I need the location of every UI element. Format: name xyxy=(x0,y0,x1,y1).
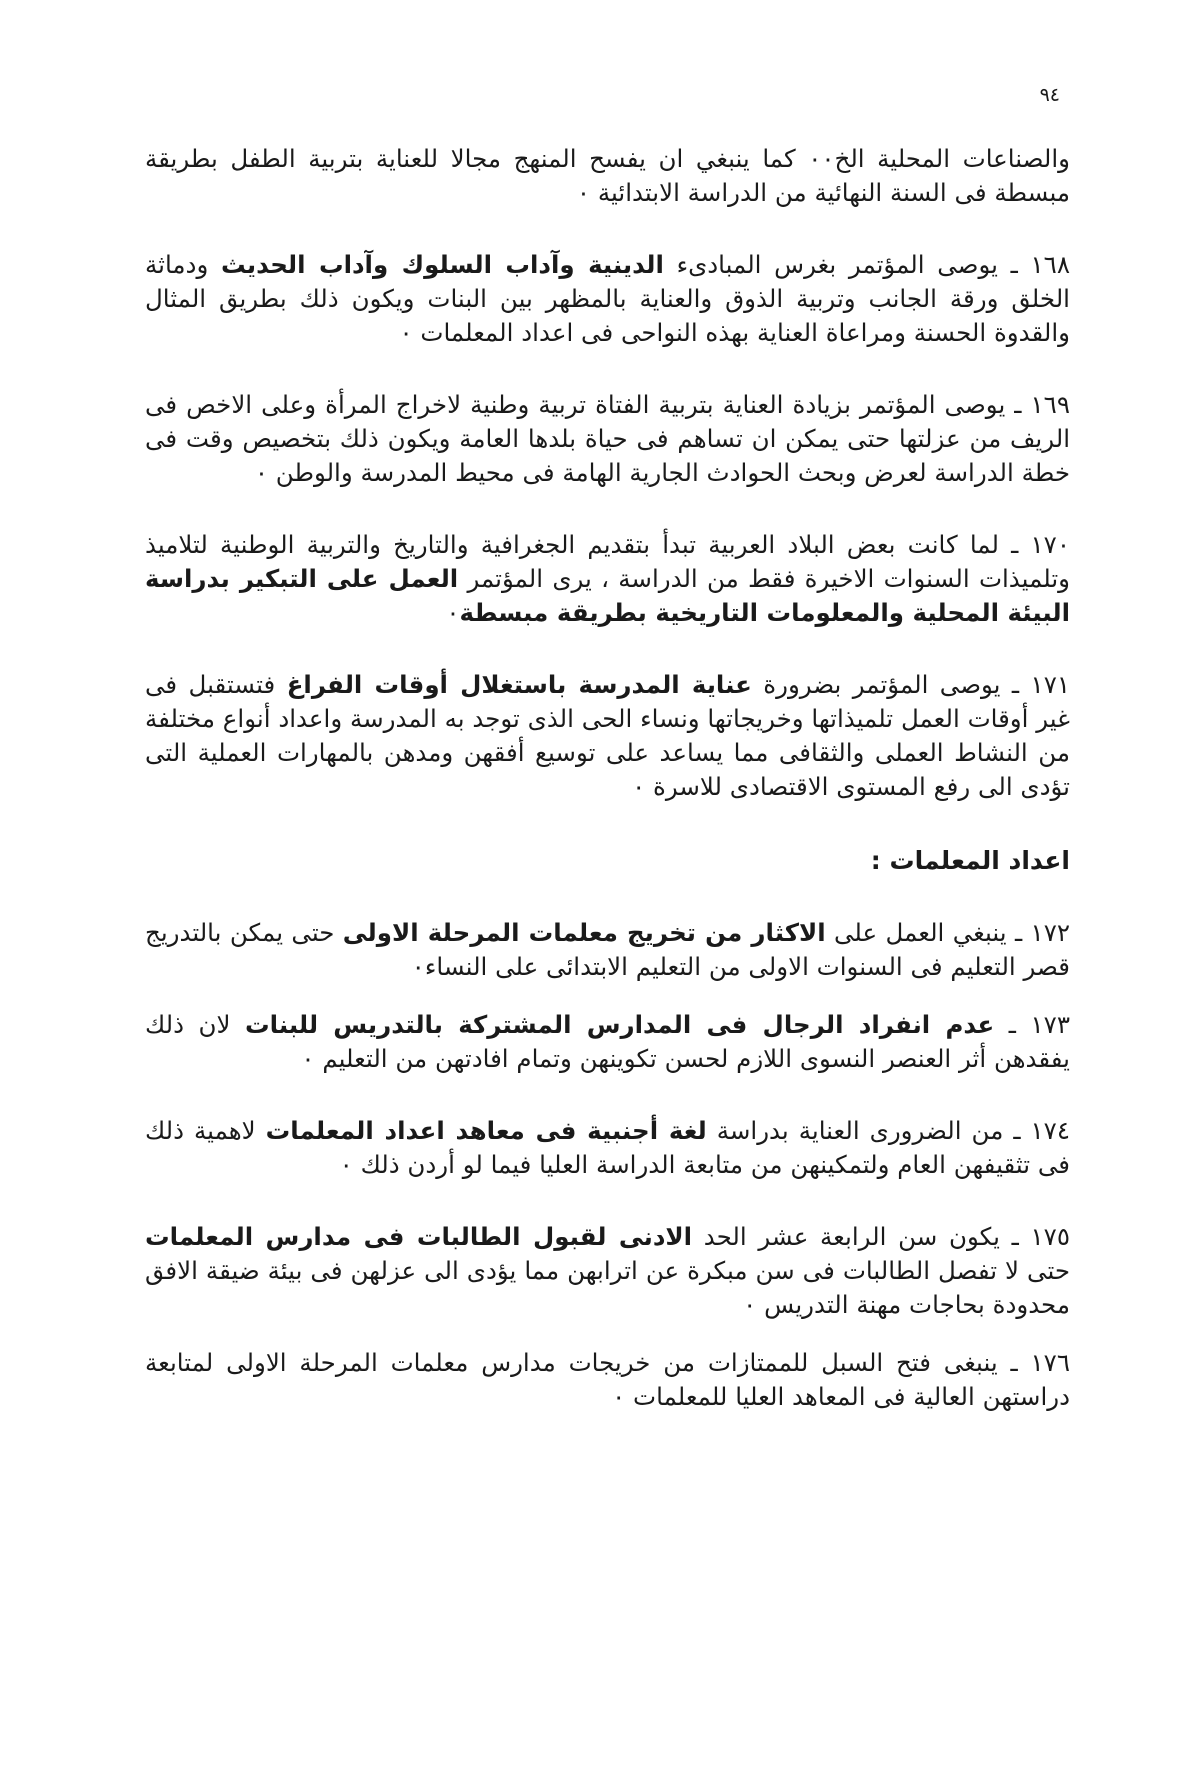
paragraph-number: ١٧٠ xyxy=(1030,530,1070,559)
emphasis-text: الادنى لقبول الطالبات فى مدارس المعلمات xyxy=(145,1222,693,1251)
paragraph-169 xyxy=(145,388,1070,490)
emphasis-text: العمل على التبكير بدراسة البيئة المحلية والمعلومات التاريخية بطريقة مبسطة xyxy=(145,564,1070,627)
emphasis-text: الدينية وآداب السلوك وآداب الحديث xyxy=(220,250,664,279)
paragraph-174 xyxy=(145,1114,1070,1182)
page-number: ٩٤ xyxy=(1039,84,1060,106)
paragraph-text: ـ يوصى المؤتمر بضرورة xyxy=(751,670,1031,699)
paragraph-number: ١٦٩ xyxy=(1030,390,1070,419)
paragraph-171 xyxy=(145,668,1070,804)
paragraph-number: ١٧٣ xyxy=(1030,1010,1070,1039)
intro-paragraph: والصناعات المحلية الخ٠٠ كما ينبغي ان يفسح المنهج مجالا للعناية بتربية الطفل بطريقة مبسطة فى السنة النهائية من الدراسة الابتدائية ٠ xyxy=(145,144,1070,207)
paragraph-text: ـ من الضرورى العناية بدراسة xyxy=(706,1116,1031,1145)
paragraph-text: ودماثة الخلق ورقة الجانب وتربية الذوق والعناية بالمظهر بين البنات ويكون ذلك بطريق المثال والقدوة الحسنة ومراعاة العناية بهذه النواحى فى اعداد المعلمات ٠ xyxy=(145,250,1070,347)
paragraph-text: ـ لما كانت بعض البلاد العربية تبدأ بتقديم الجغرافية والتاريخ والتربية الوطنية لتلاميذ وتلميذات السنوات الاخيرة فقط من الدراسة ، يرى المؤتمر xyxy=(145,530,1070,593)
paragraph-168 xyxy=(145,248,1070,350)
emphasis-text: الاكثار من تخريج معلمات المرحلة الاولى xyxy=(342,918,826,947)
emphasis-text: لغة أجنبية فى معاهد اعداد المعلمات xyxy=(265,1116,707,1145)
paragraph-text: ـ يكون سن الرابعة عشر الحد xyxy=(692,1222,1031,1251)
paragraph-175 xyxy=(145,1220,1070,1322)
paragraph-172 xyxy=(145,916,1070,984)
paragraph-number: ١٧٤ xyxy=(1030,1116,1070,1145)
paragraph-text: حتى يمكن بالتدريج قصر التعليم فى السنوات الاولى من التعليم الابتدائى على النساء٠ xyxy=(145,918,1070,981)
paragraph-176 xyxy=(145,1346,1070,1414)
emphasis-text: عدم انفراد الرجال فى المدارس المشتركة بالتدريس للبنات xyxy=(245,1010,995,1039)
paragraph-number: ١٧٥ xyxy=(1030,1222,1070,1251)
paragraph-text: لاهمية ذلك فى تثقيفهن العام ولتمكينهن من متابعة الدراسة العليا فيما لو أردن ذلك ٠ xyxy=(145,1116,1070,1179)
paragraph-text: ـ ينبغي العمل على xyxy=(825,918,1031,947)
page-content xyxy=(145,142,1070,1414)
paragraph-text: لان ذلك يفقدهن أثر العنصر النسوى اللازم لحسن تكوينهن وتمام افادتهن من التعليم ٠ xyxy=(145,1010,1070,1073)
paragraph-text: ٠ xyxy=(446,598,460,627)
paragraph-number: ١٦٨ xyxy=(1030,250,1070,279)
paragraph-number: ١٧٦ xyxy=(1030,1348,1070,1377)
section-heading: اعداد المعلمات : xyxy=(870,846,1070,875)
paragraph-170 xyxy=(145,528,1070,630)
paragraph-text: ـ xyxy=(994,1010,1031,1039)
paragraph-text: ـ ينبغى فتح السبل للممتازات من خريجات مدارس معلمات المرحلة الاولى لمتابعة دراستهن العالية فى المعاهد العليا للمعلمات ٠ xyxy=(145,1348,1070,1411)
emphasis-text: عناية المدرسة باستغلال أوقات الفراغ xyxy=(286,670,752,699)
paragraph-text: فتستقبل فى غير أوقات العمل تلميذاتها وخريجاتها ونساء الحى الذى توجد به المدرسة واعداد أنواع مختلفة من النشاط العملى والثقافى مما يساعد على توسيع أفقهن ومدهن بالمهارات العملية التى تؤدى الى رفع المستوى الاقتصادى للاسرة ٠ xyxy=(145,670,1070,801)
paragraph-173 xyxy=(145,1008,1070,1076)
paragraph-number: ١٧١ xyxy=(1030,670,1071,699)
paragraph-text: حتى لا تفصل الطالبات فى سن مبكرة عن اترابهن مما يؤدى الى عزلهن فى بيئة ضيقة الافق محدودة بحاجات مهنة التدريس ٠ xyxy=(145,1256,1070,1319)
paragraph-text: ـ يوصى المؤتمر بزيادة العناية بتربية الفتاة تربية وطنية لاخراج المرأة وعلى الاخص فى الريف من عزلتها حتى يمكن ان تساهم فى حياة بلدها العامة ويكون ذلك بتخصيص وقت فى خطة الدراسة لعرض وبحث الحوادث الجارية الهامة فى محيط المدرسة والوطن ٠ xyxy=(145,390,1070,487)
paragraph-number: ١٧٢ xyxy=(1030,918,1071,947)
paragraph-text: ـ يوصى المؤتمر بغرس المبادىء xyxy=(663,250,1031,279)
